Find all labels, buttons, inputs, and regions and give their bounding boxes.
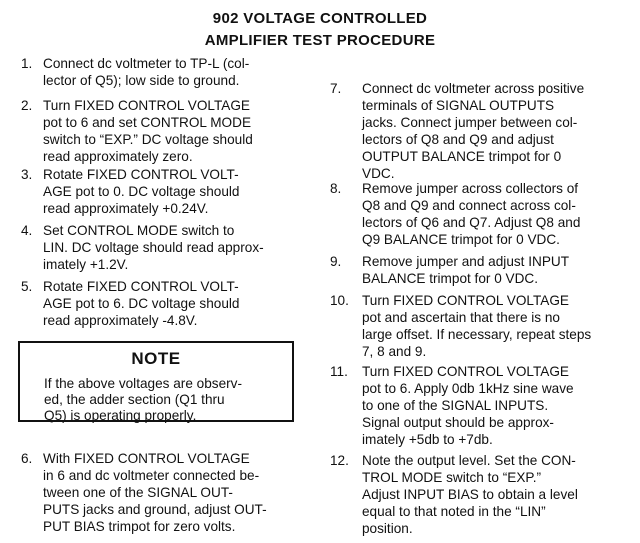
step-line: LIN. DC voltage should read approx- <box>43 240 264 255</box>
note-line: If the above voltages are observ- <box>44 376 242 391</box>
step-line: Set CONTROL MODE switch to <box>43 223 235 238</box>
note-line: ed, the adder section (Q1 thru <box>44 392 225 407</box>
step-line: to one of the SIGNAL INPUTS. <box>362 398 549 413</box>
step-number: 3. <box>21 167 33 182</box>
step-line: jacks. Connect jumper between col- <box>362 115 578 130</box>
step-line: read approximately +0.24V. <box>43 201 209 216</box>
step-line: Adjust INPUT BIAS to obtain a level <box>362 487 578 502</box>
step-number: 10. <box>330 293 349 308</box>
step-line: pot to 6. Apply 0db 1kHz sine wave <box>362 381 574 396</box>
step-line: AGE pot to 6. DC voltage should <box>43 296 240 311</box>
step-line: switch to “EXP.” DC voltage should <box>43 132 253 147</box>
step-number: 4. <box>21 223 33 238</box>
step-line: PUT BIAS trimpot for zero volts. <box>43 519 236 534</box>
step-line: lectors of Q8 and Q9 and adjust <box>362 132 554 147</box>
step-number: 1. <box>21 56 33 71</box>
note-line: Q5) is operating properly. <box>44 408 197 423</box>
step-number: 11. <box>330 364 348 379</box>
step-line: imately +5db to +7db. <box>362 432 493 447</box>
step-line: Turn FIXED CONTROL VOLTAGE <box>362 364 569 379</box>
step-line: Connect dc voltmeter to TP-L (col- <box>43 56 250 71</box>
step-line: in 6 and dc voltmeter connected be- <box>43 468 260 483</box>
step-line: Rotate FIXED CONTROL VOLT- <box>43 167 239 182</box>
step-line: Remove jumper across collectors of <box>362 181 579 196</box>
step-line: Q8 and Q9 and connect across col- <box>362 198 576 213</box>
step-number: 12. <box>330 453 349 468</box>
note-title: NOTE <box>131 349 181 368</box>
step-line: OUTPUT BALANCE trimpot for 0 <box>362 149 562 164</box>
step-line: read approximately -4.8V. <box>43 313 198 328</box>
step-line: With FIXED CONTROL VOLTAGE <box>43 451 250 466</box>
step-line: Turn FIXED CONTROL VOLTAGE <box>43 98 250 113</box>
step-line: Rotate FIXED CONTROL VOLT- <box>43 279 239 294</box>
step-number: 2. <box>21 98 33 113</box>
step-number: 5. <box>21 279 33 294</box>
step-line: imately +1.2V. <box>43 257 129 272</box>
step-line: TROL MODE switch to “EXP.” <box>362 470 542 485</box>
note-box <box>18 341 294 422</box>
step-line: Connect dc voltmeter across positive <box>362 81 585 96</box>
step-number: 6. <box>21 451 33 466</box>
document-title-line2: AMPLIFIER TEST PROCEDURE <box>204 32 436 49</box>
step-line: PUTS jacks and ground, adjust OUT- <box>43 502 267 517</box>
step-line: lector of Q5); low side to ground. <box>43 73 240 88</box>
step-number: 8. <box>330 181 342 196</box>
step-number: 9. <box>330 254 342 269</box>
step-line: Turn FIXED CONTROL VOLTAGE <box>362 293 569 308</box>
step-line: large offset. If necessary, repeat steps <box>362 327 592 342</box>
step-line: tween one of the SIGNAL OUT- <box>43 485 233 500</box>
note-body <box>44 375 242 423</box>
step-line: equal to that noted in the “LIN” <box>362 504 546 519</box>
step-line: lectors of Q6 and Q7. Adjust Q8 and <box>362 215 581 230</box>
step-line: AGE pot to 0. DC voltage should <box>43 184 240 199</box>
step-line: VDC. <box>362 166 395 181</box>
step-line: 7, 8 and 9. <box>362 344 427 359</box>
step-line: BALANCE trimpot for 0 VDC. <box>362 271 539 286</box>
step-line: terminals of SIGNAL OUTPUTS <box>362 98 555 113</box>
step-line: Remove jumper and adjust INPUT <box>362 254 570 269</box>
step-number: 7. <box>330 81 342 96</box>
step-line: pot to 6 and set CONTROL MODE <box>43 115 252 130</box>
step-line: Q9 BALANCE trimpot for 0 VDC. <box>362 232 560 247</box>
step-line: pot and ascertain that there is no <box>362 310 560 325</box>
step-line: Signal output should be approx- <box>362 415 554 430</box>
step-line: Note the output level. Set the CON- <box>362 453 576 468</box>
step-line: position. <box>362 521 413 536</box>
step-line: read approximately zero. <box>43 149 193 164</box>
document-title-line1: 902 VOLTAGE CONTROLLED <box>212 10 428 27</box>
